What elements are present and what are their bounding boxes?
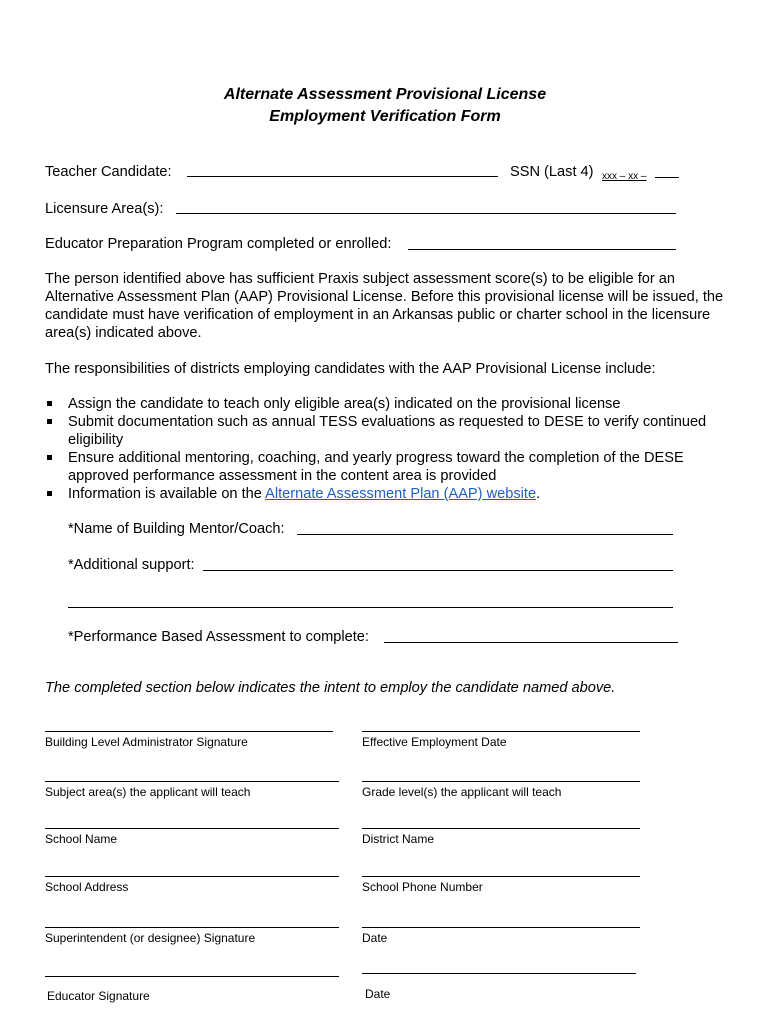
support-field[interactable] xyxy=(203,570,673,571)
epp-field[interactable] xyxy=(408,249,676,250)
signature-line[interactable] xyxy=(362,828,640,829)
signature-line[interactable] xyxy=(45,828,339,829)
list-item-text: Ensure additional mentoring, coaching, and yearly progress toward the completion of the DESE approved performance assessment in the content area is provided xyxy=(68,450,684,484)
licensure-area-label: Licensure Area(s): xyxy=(45,201,164,217)
teacher-candidate-label: Teacher Candidate: xyxy=(45,164,172,180)
signature-label: Grade level(s) the applicant will teach xyxy=(362,785,562,799)
form-title-line1: Alternate Assessment Provisional License xyxy=(223,86,547,103)
signature-label: Date xyxy=(365,987,391,1001)
responsibilities-list xyxy=(45,395,715,503)
mentor-label: *Name of Building Mentor/Coach: xyxy=(68,521,285,537)
epp-label: Educator Preparation Program completed or enrolled: xyxy=(45,236,392,252)
signature-label: School Address xyxy=(45,880,129,894)
assessment-field[interactable] xyxy=(384,642,678,643)
signature-line[interactable] xyxy=(45,976,339,977)
signature-label: Effective Employment Date xyxy=(362,735,507,749)
info-suffix: . xyxy=(536,486,541,502)
ssn-field[interactable] xyxy=(602,166,646,184)
signature-label: Superintendent (or designee) Signature xyxy=(45,931,256,945)
list-item xyxy=(45,449,715,485)
signature-label: Date xyxy=(362,931,388,945)
signature-line[interactable] xyxy=(362,973,636,974)
signature-label: School Phone Number xyxy=(362,880,483,894)
eligibility-paragraph: The person identified above has sufficient Praxis subject assessment score(s) to be eligible for an Alternative Assessment Plan (AAP) Provisional License. Before this provisional license will be issued, the candidate must have verification of employment in an Arkansas public or charter school in the licensure area(s) indicated above. xyxy=(45,271,724,341)
signature-line[interactable] xyxy=(362,876,640,877)
bullet-square-icon xyxy=(47,401,52,406)
list-item xyxy=(45,485,715,503)
ssn-label: SSN (Last 4) xyxy=(510,164,594,180)
list-item xyxy=(45,395,715,413)
form-title-line2: Employment Verification Form xyxy=(269,108,501,125)
signature-label: Educator Signature xyxy=(47,989,150,1003)
list-item-text: Assign the candidate to teach only eligible area(s) indicated on the provisional license xyxy=(68,396,621,412)
ssn-value: xxx – xx – xyxy=(602,171,647,182)
signature-line[interactable] xyxy=(362,927,640,928)
support-field-line2[interactable] xyxy=(68,607,673,608)
licensure-area-field[interactable] xyxy=(176,213,676,214)
signature-line[interactable] xyxy=(45,731,333,732)
responsibilities-intro: The responsibilities of districts employing candidates with the AAP Provisional License include: xyxy=(45,361,656,377)
bullet-square-icon xyxy=(47,455,52,460)
signature-line[interactable] xyxy=(362,781,640,782)
list-item xyxy=(45,413,715,449)
bullet-square-icon xyxy=(47,419,52,424)
ssn-last4-line[interactable] xyxy=(655,177,679,178)
signature-line[interactable] xyxy=(45,927,339,928)
signature-label: District Name xyxy=(362,832,435,846)
teacher-candidate-field[interactable] xyxy=(187,176,498,177)
signature-line[interactable] xyxy=(362,731,640,732)
signature-label: Building Level Administrator Signature xyxy=(45,735,248,749)
support-label: *Additional support: xyxy=(68,557,195,573)
aap-website-link[interactable]: Alternate Assessment Plan (AAP) website xyxy=(265,486,537,502)
assessment-label: *Performance Based Assessment to complete: xyxy=(68,629,369,645)
bullet-square-icon xyxy=(47,491,52,496)
signature-label: School Name xyxy=(45,832,118,846)
signature-line[interactable] xyxy=(45,876,339,877)
info-text: Information is available on the xyxy=(68,486,266,502)
signature-line[interactable] xyxy=(45,781,339,782)
mentor-field[interactable] xyxy=(297,534,673,535)
intent-statement: The completed section below indicates the intent to employ the candidate named above. xyxy=(45,680,616,696)
signature-label: Subject area(s) the applicant will teach xyxy=(45,785,251,799)
list-item-text: Submit documentation such as annual TESS evaluations as requested to DESE to verify continued eligibility xyxy=(68,414,707,448)
